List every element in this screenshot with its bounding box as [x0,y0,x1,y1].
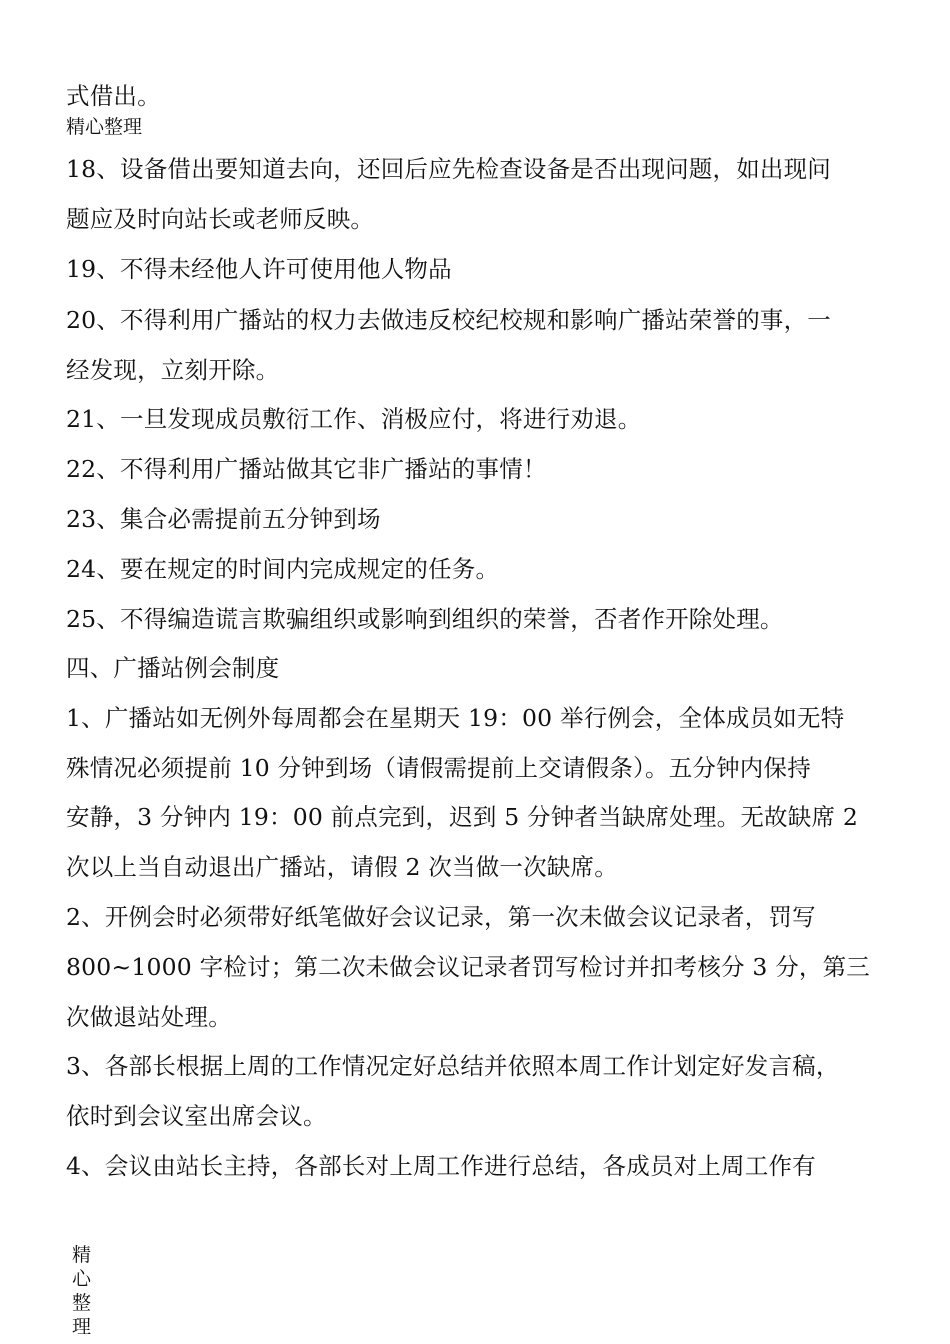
text-line: 21、一旦发现成员敷衍工作、消极应付，将进行劝退。 [66,405,642,433]
text-line: 3、各部长根据上周的工作情况定好总结并依照本周工作计划定好发言稿， [66,1052,840,1080]
text-line: 次做退站处理。 [66,1003,232,1031]
text-line: 殊情况必须提前 10 分钟到场（请假需提前上交请假条）。五分钟内保持 [66,754,811,782]
text-line: 安静，3 分钟内 19：00 前点完到，迟到 5 分钟者当缺席处理。无故缺席 2 [66,803,858,831]
text-line: 式借出。 [66,82,161,110]
header-watermark: 精心整理 [66,116,143,138]
text-line: 依时到会议室出席会议。 [66,1102,327,1130]
text-line: 800~1000 字检讨；第二次未做会议记录者罚写检讨并扣考核分 3 分，第三 [66,953,871,981]
text-line: 1、广播站如无例外每周都会在星期天 19：00 举行例会，全体成员如无特 [66,704,845,732]
text-line: 22、不得利用广播站做其它非广播站的事情！ [66,455,547,483]
text-line: 23、集合必需提前五分钟到场 [66,505,381,533]
section-heading: 四、广播站例会制度 [66,654,280,682]
text-line: 次以上当自动退出广播站，请假 2 次当做一次缺席。 [66,853,618,881]
text-line: 19、不得未经他人许可使用他人物品 [66,255,452,283]
text-line: 24、要在规定的时间内完成规定的任务。 [66,555,500,583]
text-line: 4、会议由站长主持，各部长对上周工作进行总结，各成员对上周工作有 [66,1152,816,1180]
text-line: 题应及时向站长或老师反映。 [66,205,375,233]
footer-watermark: 精心整理 [72,1244,92,1338]
text-line: 经发现，立刻开除。 [66,356,280,384]
text-line: 20、不得利用广播站的权力去做违反校纪校规和影响广播站荣誉的事，一 [66,306,832,334]
text-line: 18、设备借出要知道去向，还回后应先检查设备是否出现问题，如出现问 [66,155,832,183]
text-line: 25、不得编造谎言欺骗组织或影响到组织的荣誉，否者作开除处理。 [66,605,784,633]
text-line: 2、开例会时必须带好纸笔做好会议记录，第一次未做会议记录者，罚写 [66,903,816,931]
